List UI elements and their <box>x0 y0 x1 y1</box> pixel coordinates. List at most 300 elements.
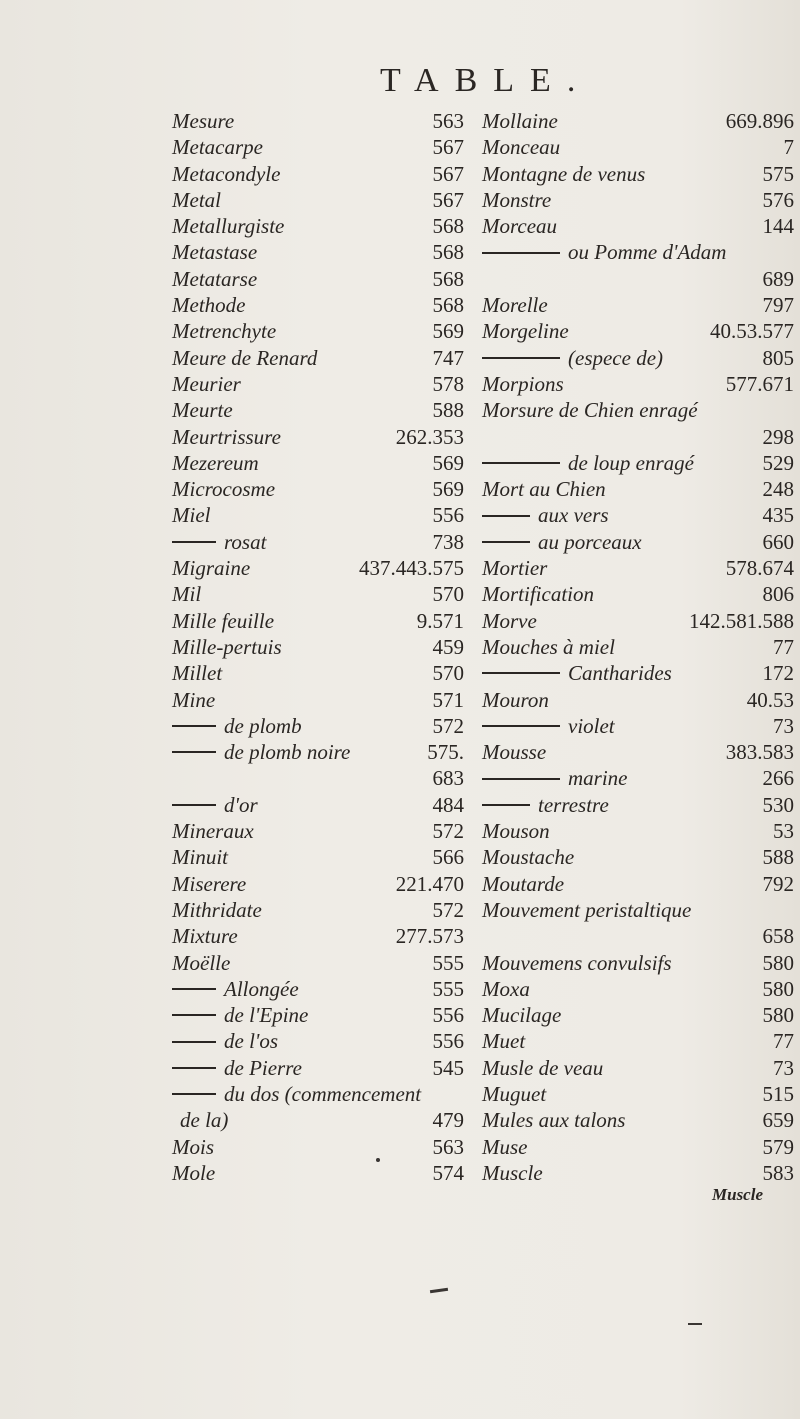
ditto-dash <box>482 804 530 806</box>
entry-term <box>482 739 546 765</box>
entry-term <box>172 108 234 134</box>
entry-page-number: 530 <box>762 792 794 817</box>
entry-term-text: de Pierre <box>224 1055 302 1080</box>
index-entry <box>482 239 794 265</box>
entry-term <box>172 608 274 634</box>
index-entry <box>172 476 464 502</box>
entry-page-number: 479 <box>432 1108 464 1133</box>
entry-page-number: 9.571 <box>416 608 464 633</box>
index-entry <box>172 950 464 976</box>
index-entry <box>172 397 464 423</box>
entry-term-text: de plomb noire <box>224 740 351 765</box>
index-entry <box>172 108 464 134</box>
entry-term-text: terrestre <box>538 792 609 817</box>
entry-term-text: Metacarpe <box>172 135 263 160</box>
index-entry <box>172 555 464 581</box>
index-entry <box>172 1160 464 1186</box>
entry-page-number: 563 <box>432 1134 464 1159</box>
index-entry <box>482 529 794 555</box>
entry-term <box>172 161 280 187</box>
entry-term <box>172 476 275 502</box>
index-entry <box>172 844 464 870</box>
entry-page-number: 248 <box>762 477 794 502</box>
entry-page-number: 568 <box>432 240 464 265</box>
entry-term <box>172 844 228 870</box>
index-entry <box>482 844 794 870</box>
entry-page-number: 484 <box>432 792 464 817</box>
entry-term <box>172 634 282 660</box>
entry-term <box>172 450 259 476</box>
entry-term-text: Mille-pertuis <box>172 634 282 659</box>
entry-term-text: Mixture <box>172 924 238 949</box>
index-entry <box>482 450 794 476</box>
entry-term-text: Morelle <box>482 293 548 318</box>
index-entry <box>172 187 464 213</box>
ink-mark <box>688 1323 702 1325</box>
ditto-dash <box>482 672 560 674</box>
entry-term <box>482 897 691 923</box>
entry-term <box>172 1134 214 1160</box>
entry-page-number: 566 <box>432 845 464 870</box>
entry-term <box>172 213 284 239</box>
entry-term <box>482 213 557 239</box>
entry-term <box>482 950 672 976</box>
entry-term <box>172 792 258 818</box>
entry-term <box>482 871 564 897</box>
entry-term <box>482 529 642 555</box>
index-entry <box>172 739 464 765</box>
entry-term-text: marine <box>568 766 628 791</box>
index-entry <box>482 161 794 187</box>
entry-term <box>172 1002 308 1028</box>
index-entry <box>172 134 464 160</box>
index-entry <box>172 239 464 265</box>
entry-page-number: 77 <box>773 634 794 659</box>
entry-term-text: Mort au Chien <box>482 477 606 502</box>
entry-term-text: Morve <box>482 608 537 633</box>
entry-term-text: (espece de) <box>568 345 664 370</box>
entry-page-number: 659 <box>762 1108 794 1133</box>
index-entry <box>172 292 464 318</box>
entry-page-number: 53 <box>773 819 794 844</box>
entry-term-text: Metrenchyte <box>172 319 277 344</box>
entry-term <box>482 660 672 686</box>
entry-term-text: Methode <box>172 293 246 318</box>
entry-term-text: Muscle <box>482 1160 543 1185</box>
entry-page-number: 73 <box>773 713 794 738</box>
index-entry <box>482 476 794 502</box>
entry-page-number: 556 <box>432 1029 464 1054</box>
entry-page-number: 569 <box>432 477 464 502</box>
entry-term <box>482 161 645 187</box>
entry-page-number: 266 <box>762 766 794 791</box>
entry-term <box>172 713 302 739</box>
index-entry <box>482 897 794 923</box>
entry-page-number: 580 <box>762 976 794 1001</box>
entry-term-text: Montagne de venus <box>482 161 646 186</box>
entry-term-text: de l'Epine <box>224 1003 309 1028</box>
index-entry <box>482 266 794 292</box>
entry-page-number: 569 <box>432 450 464 475</box>
index-entry <box>482 634 794 660</box>
entry-page-number: 383.583 <box>725 740 794 765</box>
ditto-dash <box>172 725 216 727</box>
ditto-dash <box>172 1014 216 1016</box>
index-entry <box>482 923 794 949</box>
entry-page-number: 262.353 <box>395 424 464 449</box>
entry-page-number: 576 <box>762 187 794 212</box>
index-entry <box>172 529 464 555</box>
entry-term-text: Mollaine <box>482 109 558 133</box>
entry-page-number: 738 <box>432 529 464 554</box>
entry-page-number: 572 <box>432 897 464 922</box>
entry-page-number: 797 <box>762 293 794 318</box>
entry-term <box>172 345 317 371</box>
entry-page-number: 658 <box>762 924 794 949</box>
index-entry <box>172 581 464 607</box>
index-entry <box>482 713 794 739</box>
entry-term-text: du dos (commencement <box>224 1081 422 1106</box>
entry-page-number: 567 <box>432 135 464 160</box>
entry-term <box>172 239 257 265</box>
index-entry <box>482 1160 794 1186</box>
index-entry <box>172 634 464 660</box>
entry-page-number: 459 <box>432 634 464 659</box>
index-entry <box>482 765 794 791</box>
entry-page-number: 172 <box>762 661 794 686</box>
index-entry <box>482 660 794 686</box>
entry-term-text: Millet <box>172 661 223 686</box>
entry-term <box>482 345 663 371</box>
index-entry <box>482 555 794 581</box>
index-entry <box>482 292 794 318</box>
entry-term <box>482 108 558 134</box>
index-entry <box>172 266 464 292</box>
entry-page-number: 683 <box>432 766 464 791</box>
index-entry <box>172 424 464 450</box>
entry-term <box>482 713 615 739</box>
index-entry <box>172 871 464 897</box>
entry-term <box>172 187 221 213</box>
entry-term <box>172 897 262 923</box>
index-entry <box>172 1055 464 1081</box>
entry-page-number: 583 <box>762 1160 794 1185</box>
entry-page-number: 567 <box>432 161 464 186</box>
entry-term-text: Mortier <box>482 556 548 581</box>
entry-term-text: Morceau <box>482 214 558 239</box>
index-entry <box>482 318 794 344</box>
index-entry <box>482 976 794 1002</box>
entry-term <box>172 976 299 1002</box>
index-entry <box>172 660 464 686</box>
entry-term-text: Miel <box>172 503 211 528</box>
entry-term <box>482 450 694 476</box>
entry-term-text: Meure de Renard <box>172 345 318 370</box>
index-entry <box>172 792 464 818</box>
entry-term-text: Meurier <box>172 371 241 396</box>
entry-page-number: 40.53.577 <box>710 319 794 344</box>
entry-page-number: 437.443.575 <box>359 556 464 581</box>
index-column-left <box>172 108 464 1186</box>
entry-page-number: 575 <box>762 161 794 186</box>
entry-term <box>482 581 594 607</box>
entry-term <box>172 660 222 686</box>
entry-page-number: 580 <box>762 950 794 975</box>
entry-page-number: 556 <box>432 1003 464 1028</box>
entry-term-text: Mine <box>172 687 216 712</box>
entry-term <box>482 371 564 397</box>
entry-term <box>482 239 726 265</box>
entry-page-number: 574 <box>432 1160 464 1185</box>
entry-term <box>482 134 560 160</box>
index-entry <box>172 1028 464 1054</box>
entry-term-text: Mouson <box>482 819 550 844</box>
entry-term-text: Moëlle <box>172 950 231 975</box>
index-entry <box>482 1107 794 1133</box>
entry-term-text: Mineraux <box>172 819 254 844</box>
entry-term-text: Muguet <box>482 1081 547 1106</box>
entry-term-text: Muet <box>482 1029 526 1054</box>
entry-term-text: rosat <box>224 529 267 554</box>
index-entry <box>172 818 464 844</box>
entry-term <box>482 502 609 528</box>
entry-term-text: Moxa <box>482 976 530 1001</box>
entry-page-number: 529 <box>762 450 794 475</box>
entry-term <box>172 292 245 318</box>
entry-term-text: Mezereum <box>172 450 259 475</box>
entry-term <box>172 950 230 976</box>
entry-term <box>172 529 266 555</box>
entry-page-number: 568 <box>432 293 464 318</box>
entry-page-number: 277.573 <box>395 924 464 949</box>
entry-page-number: 567 <box>432 187 464 212</box>
ditto-dash <box>172 988 216 990</box>
index-entry <box>482 608 794 634</box>
index-entry <box>172 213 464 239</box>
entry-page-number: 545 <box>432 1055 464 1080</box>
entry-term-text: Mouron <box>482 687 549 712</box>
index-entry <box>172 897 464 923</box>
entry-term <box>482 1002 561 1028</box>
index-entry <box>482 345 794 371</box>
entry-term <box>482 687 549 713</box>
ditto-dash <box>172 804 216 806</box>
entry-term <box>482 292 548 318</box>
entry-page-number: 570 <box>432 661 464 686</box>
entry-page-number: 575. <box>427 740 464 765</box>
entry-page-number: 578 <box>432 371 464 396</box>
entry-page-number: 435 <box>762 503 794 528</box>
catchword: Muscle <box>712 1185 763 1204</box>
entry-term-text: Moustache <box>482 845 575 870</box>
index-column-right <box>482 108 794 1186</box>
entry-term <box>482 187 551 213</box>
entry-page-number: 569 <box>432 319 464 344</box>
entry-page-number: 588 <box>762 845 794 870</box>
entry-term-text: Muse <box>482 1134 528 1159</box>
entry-term-text: Microcosme <box>172 477 276 502</box>
index-entry <box>482 1134 794 1160</box>
entry-term <box>172 1081 421 1107</box>
entry-term-text: Minuit <box>172 845 228 870</box>
entry-page-number: 144 <box>762 214 794 239</box>
entry-term-text: de la) <box>180 1108 229 1133</box>
entry-term <box>180 1107 228 1133</box>
entry-term-text: aux vers <box>538 503 609 528</box>
entry-term <box>482 1081 546 1107</box>
entry-term-text: Mesure <box>172 109 235 133</box>
ditto-dash <box>172 1067 216 1069</box>
index-entry <box>482 739 794 765</box>
ditto-dash <box>482 541 530 543</box>
entry-term <box>172 818 254 844</box>
entry-term <box>482 476 606 502</box>
entry-term-text: Mithridate <box>172 897 262 922</box>
index-entry <box>482 818 794 844</box>
index-entry <box>482 1028 794 1054</box>
entry-page-number: 588 <box>432 398 464 423</box>
entry-term-text: Cantharides <box>568 661 672 686</box>
entry-term-text: Morgeline <box>482 319 569 344</box>
ditto-dash <box>482 725 560 727</box>
index-entry <box>172 687 464 713</box>
entry-term-text: Miserere <box>172 871 247 896</box>
entry-page-number: 572 <box>432 713 464 738</box>
entry-term-text: de loup enragé <box>568 450 694 475</box>
index-entry <box>482 1002 794 1028</box>
index-entry <box>482 687 794 713</box>
ditto-dash <box>482 357 560 359</box>
entry-term <box>172 1055 302 1081</box>
index-entry <box>172 345 464 371</box>
entry-page-number: 572 <box>432 819 464 844</box>
ditto-dash <box>482 778 560 780</box>
entry-term-text: Migraine <box>172 556 251 581</box>
index-entry <box>482 1055 794 1081</box>
entry-term-text: Monstre <box>482 187 552 212</box>
index-entry <box>482 371 794 397</box>
entry-term <box>172 318 276 344</box>
entry-term <box>482 318 569 344</box>
entry-term-text: Metacondyle <box>172 161 281 186</box>
ditto-dash <box>482 252 560 254</box>
entry-page-number: 142.581.588 <box>689 608 794 633</box>
entry-page-number: 556 <box>432 503 464 528</box>
entry-page-number: 689 <box>762 266 794 291</box>
entry-page-number: 568 <box>432 214 464 239</box>
index-entry <box>482 187 794 213</box>
entry-term-text: Mole <box>172 1160 216 1185</box>
entry-term-text: ou Pomme d'Adam <box>568 240 727 265</box>
page-title: TABLE. <box>380 62 592 99</box>
entry-term-text: Morpions <box>482 371 564 396</box>
index-entry <box>172 1134 464 1160</box>
index-entry <box>172 1002 464 1028</box>
entry-term <box>172 371 241 397</box>
entry-term <box>482 1134 528 1160</box>
entry-page-number: 7 <box>783 135 794 160</box>
entry-term-text: Metal <box>172 187 221 212</box>
entry-page-number: 805 <box>762 345 794 370</box>
entry-page-number: 570 <box>432 582 464 607</box>
entry-page-number: 577.671 <box>725 371 794 396</box>
entry-term-text: Mil <box>172 582 202 607</box>
entry-term-text: Mouches à miel <box>482 634 615 659</box>
entry-term-text: de plomb <box>224 713 302 738</box>
entry-page-number: 579 <box>762 1134 794 1159</box>
entry-term <box>482 818 550 844</box>
ink-spot <box>376 1158 380 1162</box>
entry-page-number: 669.896 <box>725 109 794 133</box>
entry-term <box>482 1160 543 1186</box>
entry-term-text: Allongée <box>224 976 299 1001</box>
entry-term <box>172 397 233 423</box>
entry-term <box>482 765 628 791</box>
index-entry <box>172 1107 464 1133</box>
entry-page-number: 221.470 <box>395 871 464 896</box>
entry-term-text: Musle de veau <box>482 1055 604 1080</box>
ditto-dash <box>172 1041 216 1043</box>
entry-page-number: 571 <box>432 687 464 712</box>
entry-page-number: 660 <box>762 529 794 554</box>
index-entry <box>172 502 464 528</box>
index-entry <box>172 765 464 791</box>
index-entry <box>482 581 794 607</box>
index-entry <box>172 371 464 397</box>
entry-term <box>172 1160 215 1186</box>
entry-term <box>172 581 201 607</box>
index-entry <box>482 502 794 528</box>
entry-term-text: Metastase <box>172 240 258 265</box>
entry-term <box>172 424 281 450</box>
entry-term <box>172 134 263 160</box>
entry-term-text: d'or <box>224 792 258 817</box>
entry-term <box>482 1028 525 1054</box>
entry-term-text: Morsure de Chien enragé <box>482 398 698 423</box>
index-entry <box>482 871 794 897</box>
entry-page-number: 555 <box>432 976 464 1001</box>
index-entry <box>172 923 464 949</box>
entry-term-text: Mucilage <box>482 1003 562 1028</box>
entry-term <box>482 1107 625 1133</box>
index-entry <box>482 950 794 976</box>
entry-page-number: 747 <box>432 345 464 370</box>
entry-term <box>172 739 350 765</box>
ditto-dash <box>172 1093 216 1095</box>
entry-term <box>172 1028 278 1054</box>
entry-term-text: Mille feuille <box>172 608 275 633</box>
entry-term-text: Mules aux talons <box>482 1108 626 1133</box>
index-entry <box>172 450 464 476</box>
entry-term-text: Mortification <box>482 582 594 607</box>
index-entry <box>172 608 464 634</box>
index-entry <box>172 976 464 1002</box>
entry-term <box>482 555 547 581</box>
entry-term <box>172 687 215 713</box>
index-entry <box>172 318 464 344</box>
entry-term <box>482 844 574 870</box>
entry-term-text: Mouvement peristaltique <box>482 897 692 922</box>
entry-term-text: Meurtrissure <box>172 424 281 449</box>
entry-term <box>172 871 246 897</box>
entry-term-text: Metatarse <box>172 266 258 291</box>
index-entry <box>172 1081 464 1107</box>
entry-term <box>172 555 250 581</box>
entry-term-text: de l'os <box>224 1029 279 1054</box>
entry-term <box>172 923 238 949</box>
entry-term <box>482 976 530 1002</box>
entry-term-text: Mousse <box>482 740 547 765</box>
